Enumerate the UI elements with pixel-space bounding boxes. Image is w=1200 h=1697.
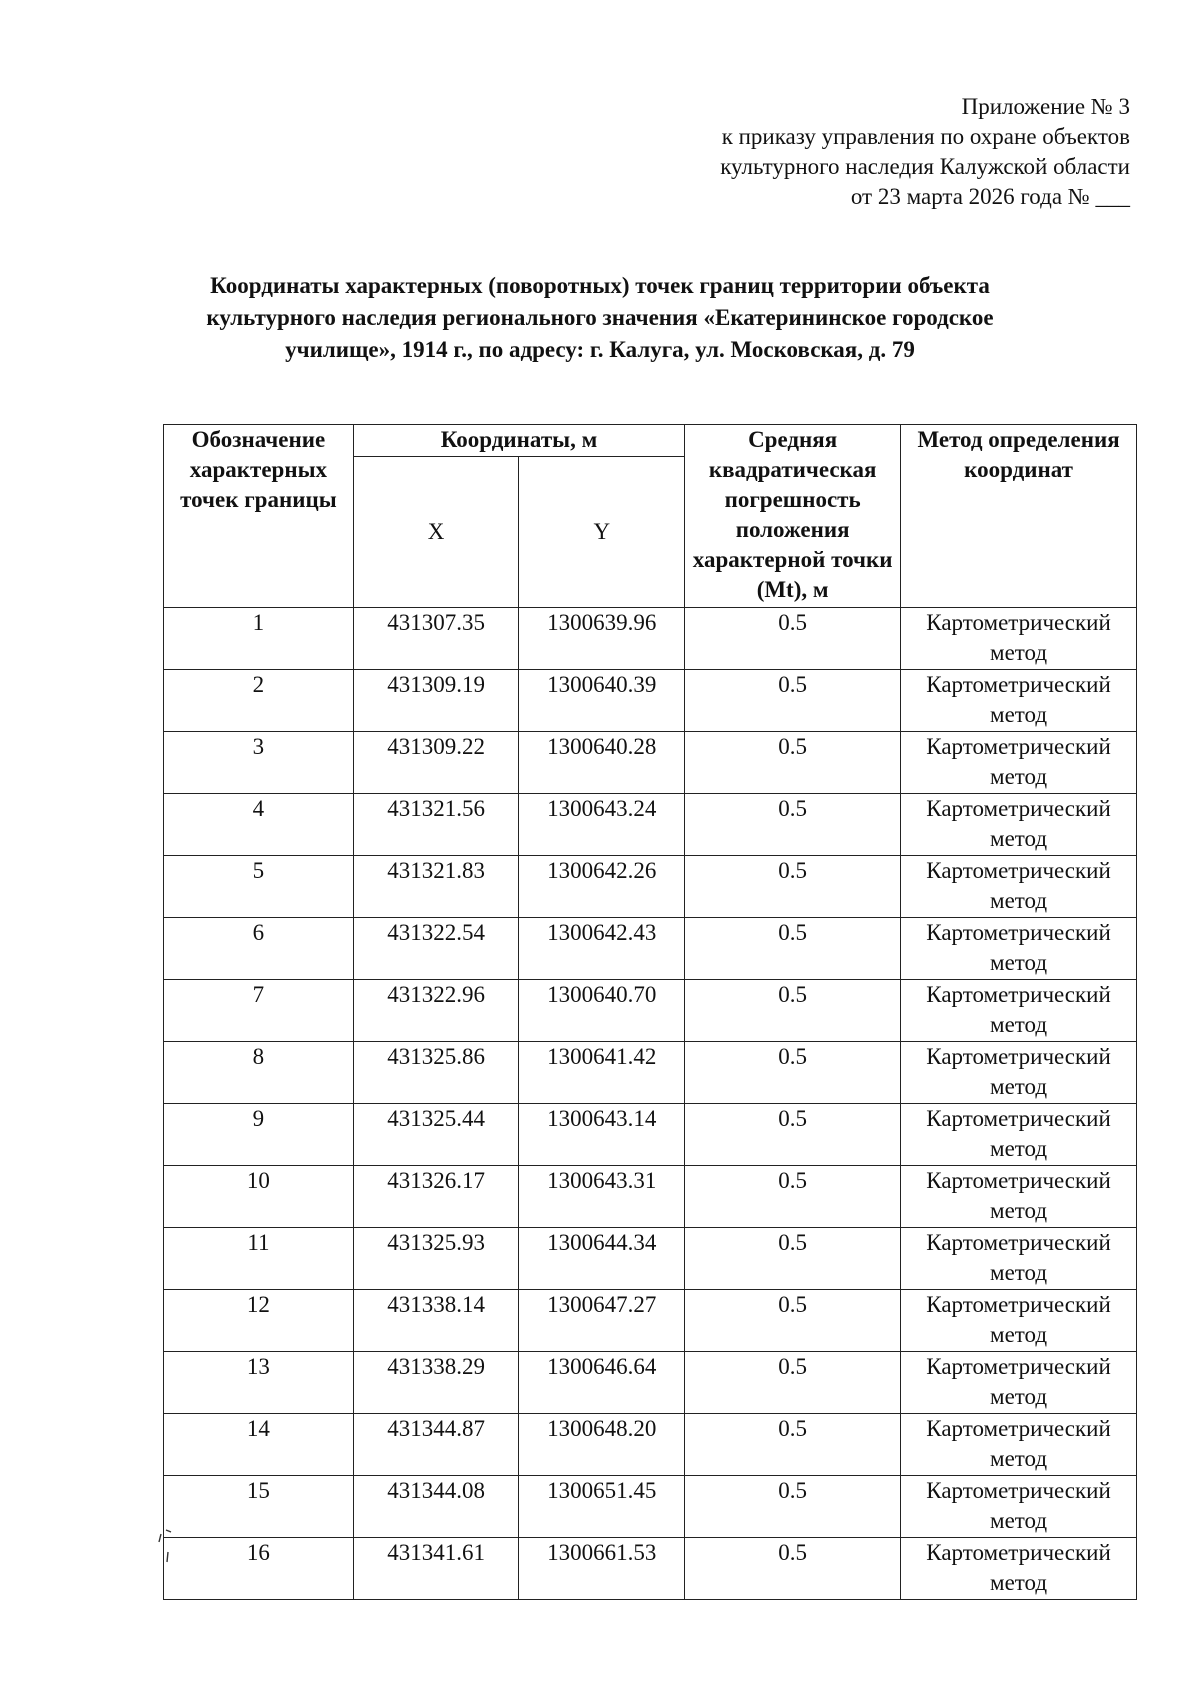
point-number-cell: 11 bbox=[164, 1228, 354, 1290]
point-number-cell: 13 bbox=[164, 1352, 354, 1414]
point-number-cell: 5 bbox=[164, 856, 354, 918]
table-row bbox=[164, 1538, 1137, 1600]
header-coordinates: Координаты, м bbox=[353, 425, 684, 457]
error-cell: 0.5 bbox=[685, 608, 901, 670]
error-cell: 0.5 bbox=[685, 794, 901, 856]
title-line-2: культурного наследия регионального значения «Екатерининское городское bbox=[206, 305, 994, 330]
point-number-cell: 3 bbox=[164, 732, 354, 794]
point-number-cell: 12 bbox=[164, 1290, 354, 1352]
header-error: Средняя квадратическая погрешность положения характерной точки (Mt), м bbox=[685, 425, 901, 608]
error-cell: 0.5 bbox=[685, 732, 901, 794]
x-coordinate-cell: 431338.14 bbox=[353, 1290, 519, 1352]
table-row bbox=[164, 732, 1137, 794]
method-cell: Картометрический метод bbox=[901, 1538, 1137, 1600]
point-number-cell: 10 bbox=[164, 1166, 354, 1228]
error-cell: 0.5 bbox=[685, 1104, 901, 1166]
error-cell: 0.5 bbox=[685, 1166, 901, 1228]
table-row bbox=[164, 670, 1137, 732]
method-cell: Картометрический метод bbox=[901, 1042, 1137, 1104]
y-coordinate-cell: 1300651.45 bbox=[519, 1476, 685, 1538]
x-coordinate-cell: 431326.17 bbox=[353, 1166, 519, 1228]
y-coordinate-cell: 1300647.27 bbox=[519, 1290, 685, 1352]
point-number-cell: 1 bbox=[164, 608, 354, 670]
y-coordinate-cell: 1300661.53 bbox=[519, 1538, 685, 1600]
x-coordinate-cell: 431325.44 bbox=[353, 1104, 519, 1166]
table-row bbox=[164, 608, 1137, 670]
title-line-1: Координаты характерных (поворотных) точек границ территории объекта bbox=[210, 273, 990, 298]
table-row bbox=[164, 856, 1137, 918]
method-cell: Картометрический метод bbox=[901, 1476, 1137, 1538]
table-row bbox=[164, 1352, 1137, 1414]
x-coordinate-cell: 431307.35 bbox=[353, 608, 519, 670]
x-coordinate-cell: 431338.29 bbox=[353, 1352, 519, 1414]
method-cell: Картометрический метод bbox=[901, 1104, 1137, 1166]
x-coordinate-cell: 431322.96 bbox=[353, 980, 519, 1042]
point-number-cell: 8 bbox=[164, 1042, 354, 1104]
point-number-cell: 15 bbox=[164, 1476, 354, 1538]
x-coordinate-cell: 431325.93 bbox=[353, 1228, 519, 1290]
method-cell: Картометрический метод bbox=[901, 732, 1137, 794]
x-coordinate-cell: 431321.56 bbox=[353, 794, 519, 856]
method-cell: Картометрический метод bbox=[901, 794, 1137, 856]
error-cell: 0.5 bbox=[685, 856, 901, 918]
x-coordinate-cell: 431344.87 bbox=[353, 1414, 519, 1476]
error-cell: 0.5 bbox=[685, 1538, 901, 1600]
x-coordinate-cell: 431321.83 bbox=[353, 856, 519, 918]
y-coordinate-cell: 1300640.28 bbox=[519, 732, 685, 794]
method-cell: Картометрический метод bbox=[901, 670, 1137, 732]
table-row bbox=[164, 1166, 1137, 1228]
table-row bbox=[164, 1290, 1137, 1352]
method-cell: Картометрический метод bbox=[901, 918, 1137, 980]
coordinates-table bbox=[163, 424, 1137, 1600]
error-cell: 0.5 bbox=[685, 1228, 901, 1290]
method-cell: Картометрический метод bbox=[901, 1290, 1137, 1352]
y-coordinate-cell: 1300642.43 bbox=[519, 918, 685, 980]
x-coordinate-cell: 431322.54 bbox=[353, 918, 519, 980]
method-cell: Картометрический метод bbox=[901, 1228, 1137, 1290]
header-y: Y bbox=[519, 457, 685, 608]
error-cell: 0.5 bbox=[685, 918, 901, 980]
header-designation: Обозначение характерных точек границы bbox=[164, 425, 354, 608]
error-cell: 0.5 bbox=[685, 980, 901, 1042]
appendix-header bbox=[610, 92, 1130, 212]
table-row bbox=[164, 1414, 1137, 1476]
table-row bbox=[164, 918, 1137, 980]
y-coordinate-cell: 1300648.20 bbox=[519, 1414, 685, 1476]
error-cell: 0.5 bbox=[685, 1352, 901, 1414]
table-row bbox=[164, 1042, 1137, 1104]
y-coordinate-cell: 1300643.31 bbox=[519, 1166, 685, 1228]
method-cell: Картометрический метод bbox=[901, 856, 1137, 918]
point-number-cell: 9 bbox=[164, 1104, 354, 1166]
error-cell: 0.5 bbox=[685, 1414, 901, 1476]
method-cell: Картометрический метод bbox=[901, 608, 1137, 670]
header-x: X bbox=[353, 457, 519, 608]
document-title bbox=[140, 270, 1060, 366]
y-coordinate-cell: 1300644.34 bbox=[519, 1228, 685, 1290]
x-coordinate-cell: 431341.61 bbox=[353, 1538, 519, 1600]
point-number-cell: 4 bbox=[164, 794, 354, 856]
x-coordinate-cell: 431309.19 bbox=[353, 670, 519, 732]
x-coordinate-cell: 431325.86 bbox=[353, 1042, 519, 1104]
error-cell: 0.5 bbox=[685, 1290, 901, 1352]
y-coordinate-cell: 1300640.39 bbox=[519, 670, 685, 732]
method-cell: Картометрический метод bbox=[901, 1414, 1137, 1476]
table-row bbox=[164, 1228, 1137, 1290]
appendix-date: от 23 марта 2026 года № ___ bbox=[850, 184, 1130, 209]
point-number-cell: 16 bbox=[164, 1538, 354, 1600]
y-coordinate-cell: 1300643.14 bbox=[519, 1104, 685, 1166]
x-coordinate-cell: 431344.08 bbox=[353, 1476, 519, 1538]
point-number-cell: 2 bbox=[164, 670, 354, 732]
header-method: Метод определения координат bbox=[901, 425, 1137, 608]
title-line-3: училище», 1914 г., по адресу: г. Калуга, ул. Московская, д. 79 bbox=[285, 337, 915, 362]
y-coordinate-cell: 1300643.24 bbox=[519, 794, 685, 856]
y-coordinate-cell: 1300641.42 bbox=[519, 1042, 685, 1104]
y-coordinate-cell: 1300642.26 bbox=[519, 856, 685, 918]
appendix-order-ref: к приказу управления по охране объектов bbox=[721, 124, 1130, 149]
table-row bbox=[164, 980, 1137, 1042]
point-number-cell: 14 bbox=[164, 1414, 354, 1476]
y-coordinate-cell: 1300646.64 bbox=[519, 1352, 685, 1414]
error-cell: 0.5 bbox=[685, 1476, 901, 1538]
margin-mark bbox=[157, 1528, 175, 1566]
table-body bbox=[164, 608, 1137, 1600]
error-cell: 0.5 bbox=[685, 1042, 901, 1104]
method-cell: Картометрический метод bbox=[901, 1352, 1137, 1414]
x-coordinate-cell: 431309.22 bbox=[353, 732, 519, 794]
appendix-authority: культурного наследия Калужской области bbox=[720, 154, 1130, 179]
table-row bbox=[164, 1476, 1137, 1538]
table-row bbox=[164, 1104, 1137, 1166]
method-cell: Картометрический метод bbox=[901, 980, 1137, 1042]
method-cell: Картометрический метод bbox=[901, 1166, 1137, 1228]
y-coordinate-cell: 1300640.70 bbox=[519, 980, 685, 1042]
table-row bbox=[164, 794, 1137, 856]
y-coordinate-cell: 1300639.96 bbox=[519, 608, 685, 670]
point-number-cell: 6 bbox=[164, 918, 354, 980]
point-number-cell: 7 bbox=[164, 980, 354, 1042]
appendix-number: Приложение № 3 bbox=[961, 94, 1130, 119]
error-cell: 0.5 bbox=[685, 670, 901, 732]
